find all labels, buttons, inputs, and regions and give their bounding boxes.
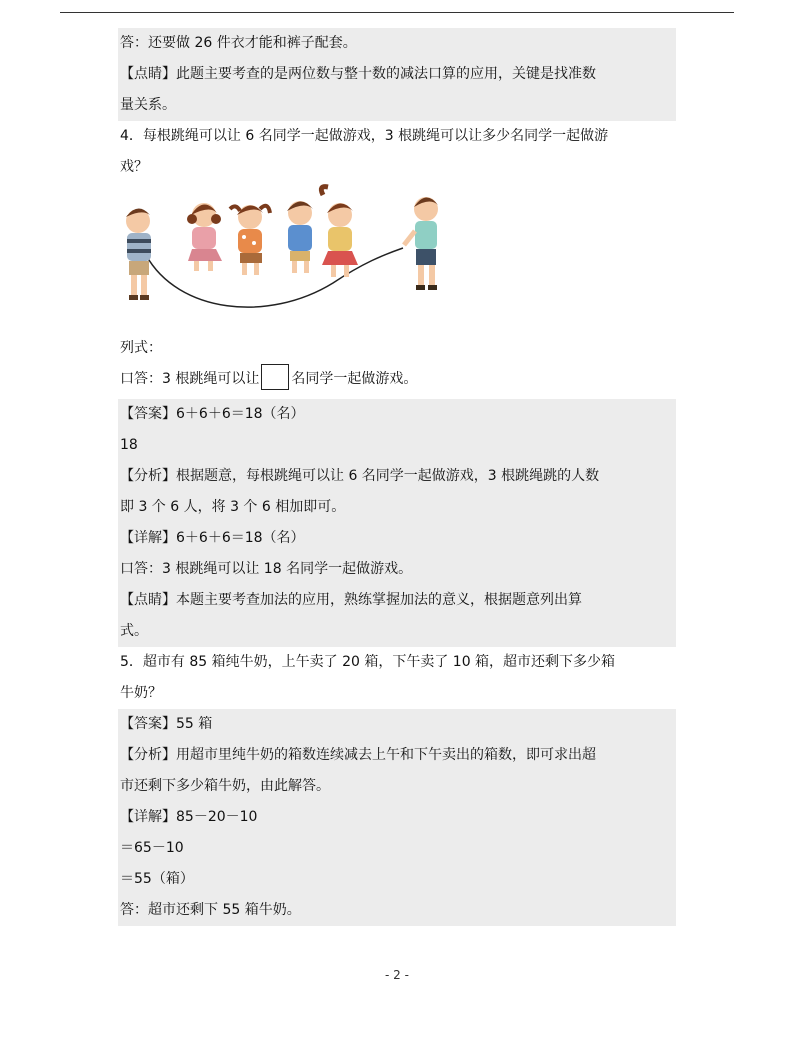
children-jump-rope-illustration xyxy=(118,183,448,333)
girl-3-figure xyxy=(321,187,358,277)
answer-blank-box[interactable] xyxy=(261,364,289,390)
previous-comment-line2: 量关系。 xyxy=(120,97,176,113)
solution-4-detail: 【详解】6＋6＋6＝18（名） xyxy=(120,530,305,546)
question-5-line2: 牛奶？ xyxy=(120,685,162,701)
solution-4-oral-answer: 口答：3 根跳绳可以让 18 名同学一起做游戏。 xyxy=(120,561,413,577)
solution-5-answer: 【答案】55 箱 xyxy=(120,716,213,732)
page-number: - 2 - xyxy=(385,968,409,982)
header-rule xyxy=(60,12,734,13)
page-content xyxy=(118,28,676,926)
solution-4-answer: 【答案】6＋6＋6＝18（名） xyxy=(120,406,305,422)
boy-middle-figure xyxy=(287,201,313,273)
solution-4-comment-line2: 式。 xyxy=(120,623,148,639)
solution-5-final-answer: 答：超市还剩下 55 箱牛奶。 xyxy=(120,902,301,918)
solution-5-block xyxy=(118,709,676,926)
solution-4-comment-line1: 【点睛】本题主要考查加法的应用，熟练掌握加法的意义，根据题意列出算 xyxy=(120,592,582,608)
question-4-line2: 戏？ xyxy=(120,159,148,175)
solution-4-value: 18 xyxy=(120,437,138,453)
solution-5-detail-line1: 【详解】85－20－10 xyxy=(120,809,258,825)
previous-comment-line1: 【点睛】此题主要考查的是两位数与整十数的减法口算的应用，关键是找准数 xyxy=(120,66,596,82)
solution-4-analysis-line1: 【分析】根据题意，每根跳绳可以让 6 名同学一起做游戏，3 根跳绳跳的人数 xyxy=(120,468,600,484)
solution-5-analysis-line1: 【分析】用超市里纯牛奶的箱数连续减去上午和下午卖出的箱数，即可求出超 xyxy=(120,747,596,763)
oral-answer-prefix: 口答：3 根跳绳可以让 xyxy=(120,371,260,387)
boy-right-figure xyxy=(404,197,438,290)
previous-solution-block xyxy=(118,28,676,121)
solution-5-detail-line2: ＝65－10 xyxy=(120,840,184,856)
solution-4-block xyxy=(118,399,676,647)
girl-1-figure xyxy=(187,203,222,271)
solution-5-analysis-line2: 市还剩下多少箱牛奶，由此解答。 xyxy=(120,778,330,794)
solution-4-analysis-line2: 即 3 个 6 人，将 3 个 6 相加即可。 xyxy=(120,499,346,515)
previous-answer: 答：还要做 26 件衣才能和裤子配套。 xyxy=(120,35,357,51)
question-5 xyxy=(118,647,676,709)
boy-left-figure xyxy=(126,208,151,300)
formula-label: 列式： xyxy=(120,340,162,356)
oral-answer-suffix: 名同学一起做游戏。 xyxy=(291,371,418,387)
question-5-line1: 5．超市有 85 箱纯牛奶，上午卖了 20 箱，下午卖了 10 箱，超市还剩下多少箱 xyxy=(120,654,616,670)
jump-rope-illustration xyxy=(118,183,676,333)
girl-2-figure xyxy=(230,205,270,275)
solution-5-detail-line3: ＝55（箱） xyxy=(120,871,194,887)
oral-answer-line xyxy=(118,364,676,395)
question-4-line1: 4．每根跳绳可以让 6 名同学一起做游戏，3 根跳绳可以让多少名同学一起做游 xyxy=(120,128,609,144)
question-4 xyxy=(118,121,676,395)
